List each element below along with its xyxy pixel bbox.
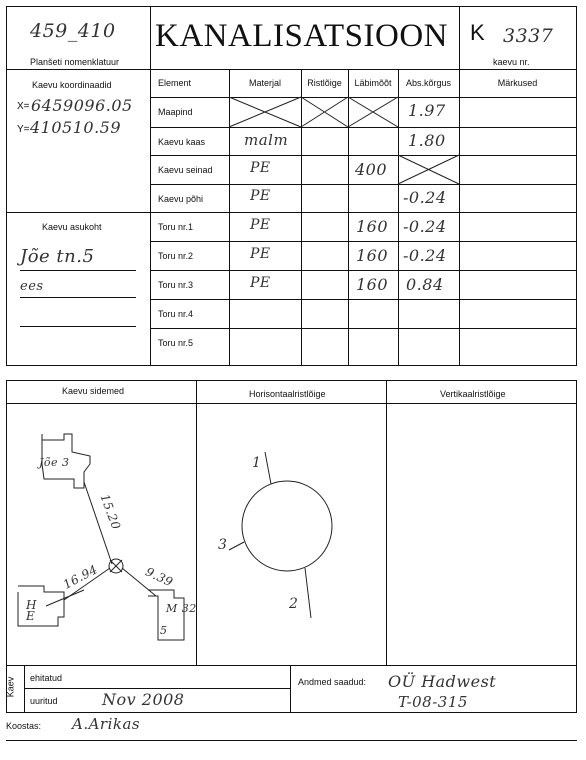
data-from-code: T-08-315 (398, 693, 468, 711)
col-cross-section: Ristlõige (307, 78, 342, 88)
coordinates-label: Kaevu koordinaadid (32, 80, 112, 90)
author-value: A.Arikas (72, 715, 141, 733)
connections-sketch (6, 404, 196, 664)
row-label: Toru nr.1 (158, 222, 194, 232)
data-from-value: OÜ Hadwest (388, 672, 497, 691)
abs-toru1: -0.24 (403, 217, 447, 236)
y-coordinate: 410510.59 (30, 118, 122, 137)
material-kaas: malm (244, 131, 289, 149)
row-label: Toru nr.5 (158, 338, 194, 348)
diameter-toru3: 160 (356, 275, 389, 294)
material-toru2: PE (250, 246, 271, 262)
row-label: Toru nr.3 (158, 280, 194, 290)
distance-label-2: 16.94 (60, 562, 100, 592)
pipe-label-1: 1 (252, 455, 262, 471)
location-label: Kaevu asukoht (42, 222, 102, 232)
row-label: Kaevu kaas (158, 137, 206, 147)
location-line-1: Jõe tn.5 (20, 246, 95, 267)
row-label: Kaevu põhi (158, 194, 204, 204)
distance-label-3: 9.39 (143, 564, 176, 590)
well-number-label: kaevu nr. (493, 57, 530, 67)
location-line-2: ees (20, 279, 44, 294)
surveyed-label: uuritud (30, 696, 58, 706)
diameter-toru2: 160 (356, 246, 389, 265)
footer-side-label: Kaev (5, 676, 16, 698)
built-label: ehitatud (30, 673, 63, 683)
x-coordinate: 6459096.05 (31, 96, 133, 115)
diameter-seinad: 400 (355, 160, 388, 179)
col-element: Element (158, 78, 192, 88)
data-from-label: Andmed saadud: (298, 677, 367, 687)
abs-toru2: -0.24 (403, 246, 447, 265)
horizontal-section-title: Horisontaalristlõige (249, 389, 326, 399)
row-label: Toru nr.2 (158, 251, 194, 261)
col-notes: Märkused (497, 78, 538, 88)
well-number: 3337 (503, 25, 554, 47)
author-label: Koostas: (6, 721, 42, 731)
col-diameter: Läbimõõt (354, 78, 392, 88)
vertical-section-title: Vertikaalristlõige (440, 389, 506, 399)
row-label: Kaevu seinad (158, 165, 213, 175)
col-material: Materjal (248, 78, 281, 88)
abs-toru3: 0.84 (406, 275, 444, 294)
material-seinad: PE (250, 160, 271, 176)
page-title: KANALISATSIOON (155, 18, 448, 54)
material-toru3: PE (250, 275, 271, 291)
building-label-1: Jõe 3 (39, 456, 70, 469)
pipe-label-2: 2 (289, 596, 299, 612)
distance-label-1: 15.20 (97, 492, 124, 532)
nomenclature-value: 459_410 (30, 20, 116, 42)
surveyed-value: Nov 2008 (102, 690, 185, 709)
abs-kaas: 1.80 (408, 131, 446, 150)
building-label-2: H E (26, 598, 37, 623)
horizontal-section-sketch (197, 404, 386, 664)
nomenclature-label: Planšeti nomenklatuur (30, 57, 120, 67)
abs-pohi: -0.24 (403, 188, 447, 207)
x-prefix: X= (17, 101, 30, 112)
col-abs-height: Abs.kõrgus (405, 78, 452, 88)
pipe-label-3: 3 (218, 537, 228, 553)
connections-title: Kaevu sidemed (62, 386, 125, 396)
material-toru1: PE (250, 217, 271, 233)
row-label: Maapind (158, 107, 193, 117)
row-label: Toru nr.4 (158, 309, 194, 319)
diameter-toru1: 160 (356, 217, 389, 236)
material-pohi: PE (250, 188, 271, 204)
y-prefix: Y= (17, 124, 30, 135)
building-label-3b: 5 (160, 624, 168, 637)
abs-maapind: 1.97 (408, 101, 446, 120)
building-label-3: M 32 (166, 602, 197, 615)
well-prefix: K (470, 20, 485, 45)
